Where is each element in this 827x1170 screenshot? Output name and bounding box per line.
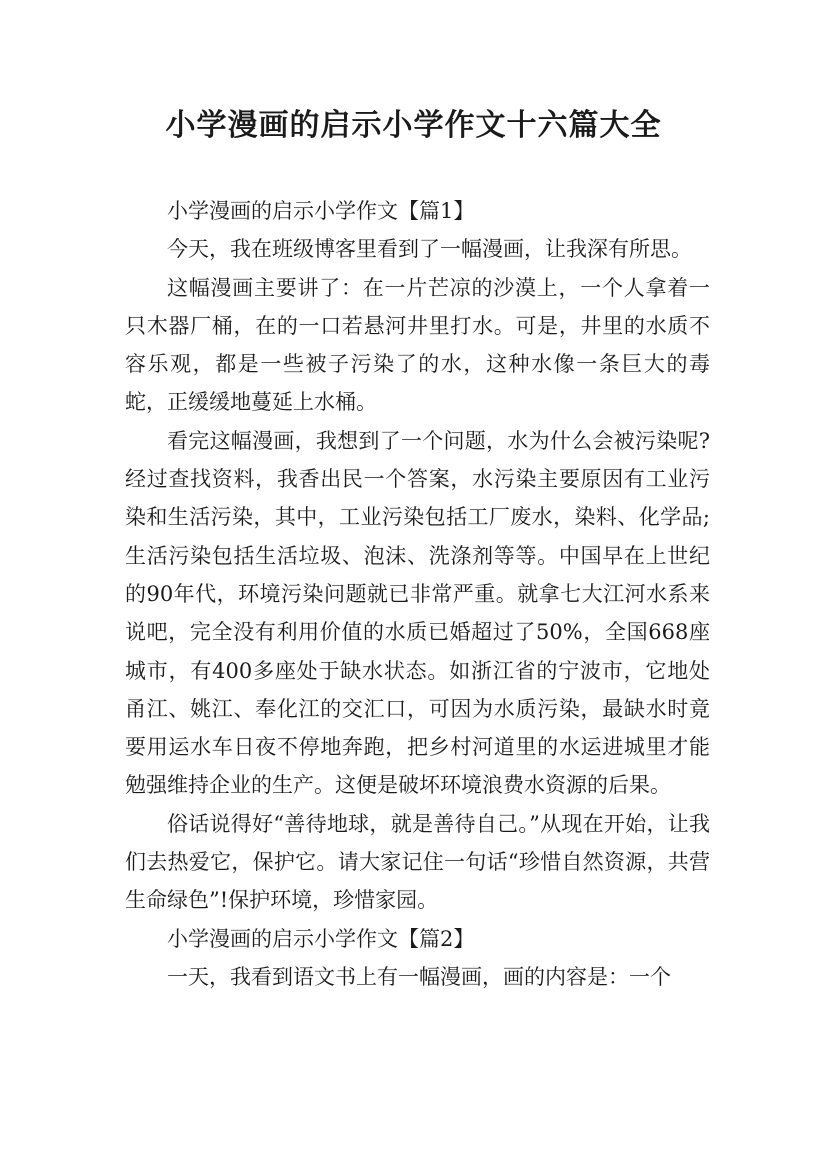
document-body — [125, 192, 710, 996]
paragraph-3: 看完这幅漫画，我想到了一个问题，水为什么会被污染呢?经过查找资料，我香出民一个答案，水污染主要原因有工业污染和生活污染，其中，工业污染包括工厂废水，染料、化学品;生活污染包括生活垃圾、泡沫、洗涤剂等等。中国早在上世纪的90年代，环境污染问题就已非常严重。就拿七大江河水系来说吧，完全没有利用价值的水质已婚超过了50%，全国668座城市，有400多座处于缺水状态。如浙江省的宁波市，它地处甬江、姚江、奉化江的交汇口，可因为水质污染，最缺水时竟要用运水车日夜不停地奔跑，把乡村河道里的水运进城里才能勉强维持企业的生产。这便是破坏环境浪费水资源的后果。 — [125, 428, 710, 798]
document-title: 小学漫画的启示小学作文十六篇大全 — [165, 108, 662, 143]
section-heading-2: 小学漫画的启示小学作文【篇2】 — [167, 926, 475, 951]
paragraph-2: 这幅漫画主要讲了：在一片芒凉的沙漠上，一个人拿着一只木器厂桶，在的一口若悬河井里打水。可是，井里的水质不容乐观，都是一些被子污染了的水，这种水像一条巨大的毒蛇，正缓缓地蔓延上水桶。 — [125, 275, 710, 415]
paragraph-4: 俗话说得好“善待地球，就是善待自己。”从现在开始，让我们去热爱它，保护它。请大家记住一句话“珍惜自然资源，共营生命绿色”!保护环境，珍惜家园。 — [125, 811, 710, 913]
paragraph-5: 一天，我看到语文书上有一幅漫画，画的内容是：一个 — [167, 964, 671, 989]
section-heading-1: 小学漫画的启示小学作文【篇1】 — [167, 199, 475, 223]
paragraph-1: 今天，我在班级博客里看到了一幅漫画，让我深有所思。 — [167, 237, 692, 262]
